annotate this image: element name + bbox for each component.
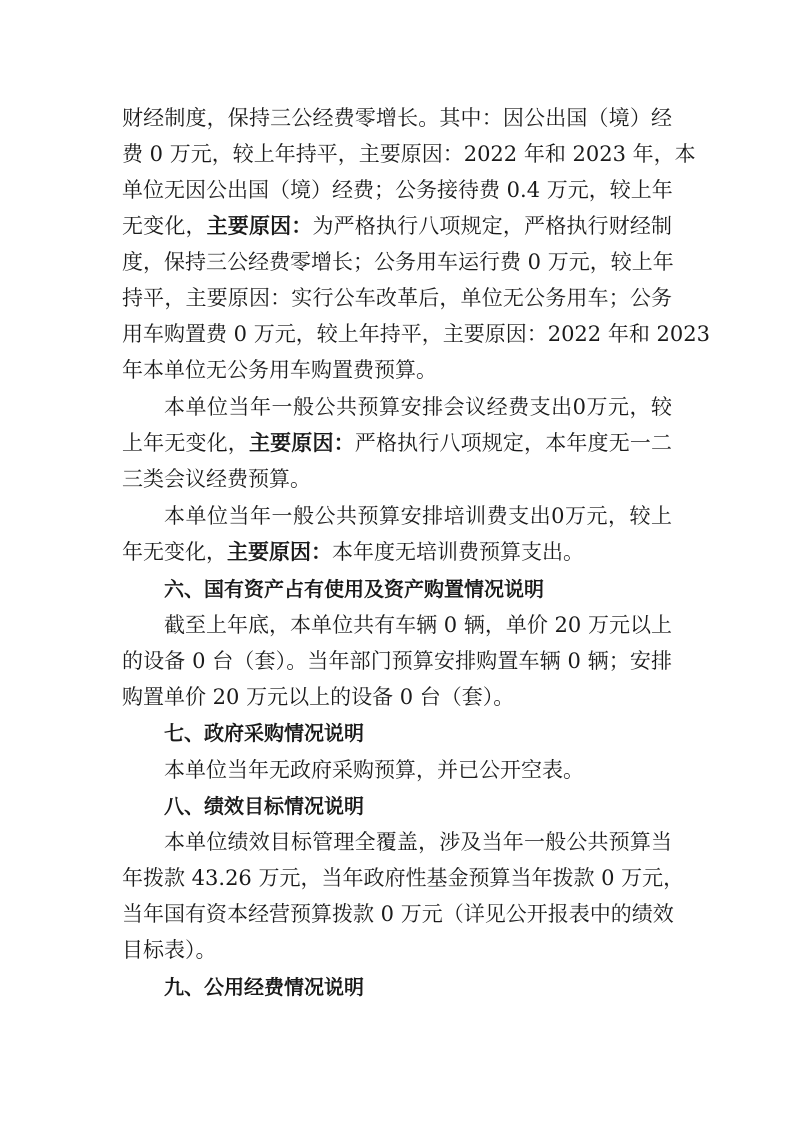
para1-line6: 持平，主要原因：实行公车改革后，单位无公务用车；公务 <box>122 286 672 310</box>
heading-section-8: 八、绩效目标情况说明 <box>164 794 364 818</box>
para1-line3: 单位无因公出国（境）经费；公务接待费 0.4 万元，较上年 <box>122 178 673 202</box>
para3-line2-bold: 主要原因： <box>227 539 332 564</box>
para1-line8: 年本单位无公务用车购置费预算。 <box>122 358 437 382</box>
para1-line7: 用车购置费 0 万元，较上年持平，主要原因：2022 年和 2023 <box>122 322 710 346</box>
para6-line2: 年拨款 43.26 万元，当年政府性基金预算当年拨款 0 万元， <box>122 866 685 890</box>
para2-line2-bold: 主要原因： <box>248 430 355 455</box>
para3-line2-lead: 年无变化， <box>122 540 227 564</box>
para2-line1: 本单位当年一般公共预算安排会议经费支出0万元，较 <box>164 395 672 419</box>
para3-line2-tail: 本年度无培训费预算支出。 <box>332 540 584 564</box>
para1-line4-bold: 主要原因： <box>206 213 313 238</box>
para1-line2: 费 0 万元，较上年持平，主要原因：2022 年和 2023 年，本 <box>122 142 696 166</box>
para1-line4-lead: 无变化， <box>122 214 207 238</box>
para4-line1: 截至上年底，本单位共有车辆 0 辆，单价 20 万元以上 <box>164 613 672 637</box>
para2-line2-tail: 严格执行八项规定，本年度无一二 <box>354 431 673 455</box>
para2-line3: 三类会议经费预算。 <box>122 467 311 491</box>
para1-line4 <box>122 211 672 241</box>
para6-line1: 本单位绩效目标管理全覆盖，涉及当年一般公共预算当 <box>164 830 672 854</box>
heading-section-6: 六、国有资产占有使用及资产购置情况说明 <box>164 577 544 601</box>
para3-line1: 本单位当年一般公共预算安排培训费支出0万元，较上 <box>164 504 672 528</box>
para6-line4: 目标表）。 <box>122 938 217 962</box>
para6-line3: 当年国有资本经营预算拨款 0 万元（详见公开报表中的绩效 <box>122 902 674 926</box>
para4-line3: 购置单价 20 万元以上的设备 0 台（套）。 <box>122 685 515 709</box>
para2-line2-lead: 上年无变化， <box>122 431 249 455</box>
heading-section-9: 九、公用经费情况说明 <box>164 975 364 999</box>
para5-line1: 本单位当年无政府采购预算，并已公开空表。 <box>164 758 584 782</box>
para2-line2 <box>122 428 672 458</box>
para4-line2: 的设备 0 台（套）。当年部门预算安排购置车辆 0 辆；安排 <box>122 649 672 673</box>
para1-line1: 财经制度，保持三公经费零增长。其中：因公出国（境）经 <box>122 106 672 130</box>
heading-section-7: 七、政府采购情况说明 <box>164 721 364 745</box>
para3-line2 <box>122 537 584 567</box>
para1-line4-tail: 为严格执行八项规定，严格执行财经制 <box>312 214 673 238</box>
para1-line5: 度，保持三公经费零增长；公务用车运行费 0 万元，较上年 <box>122 250 674 274</box>
